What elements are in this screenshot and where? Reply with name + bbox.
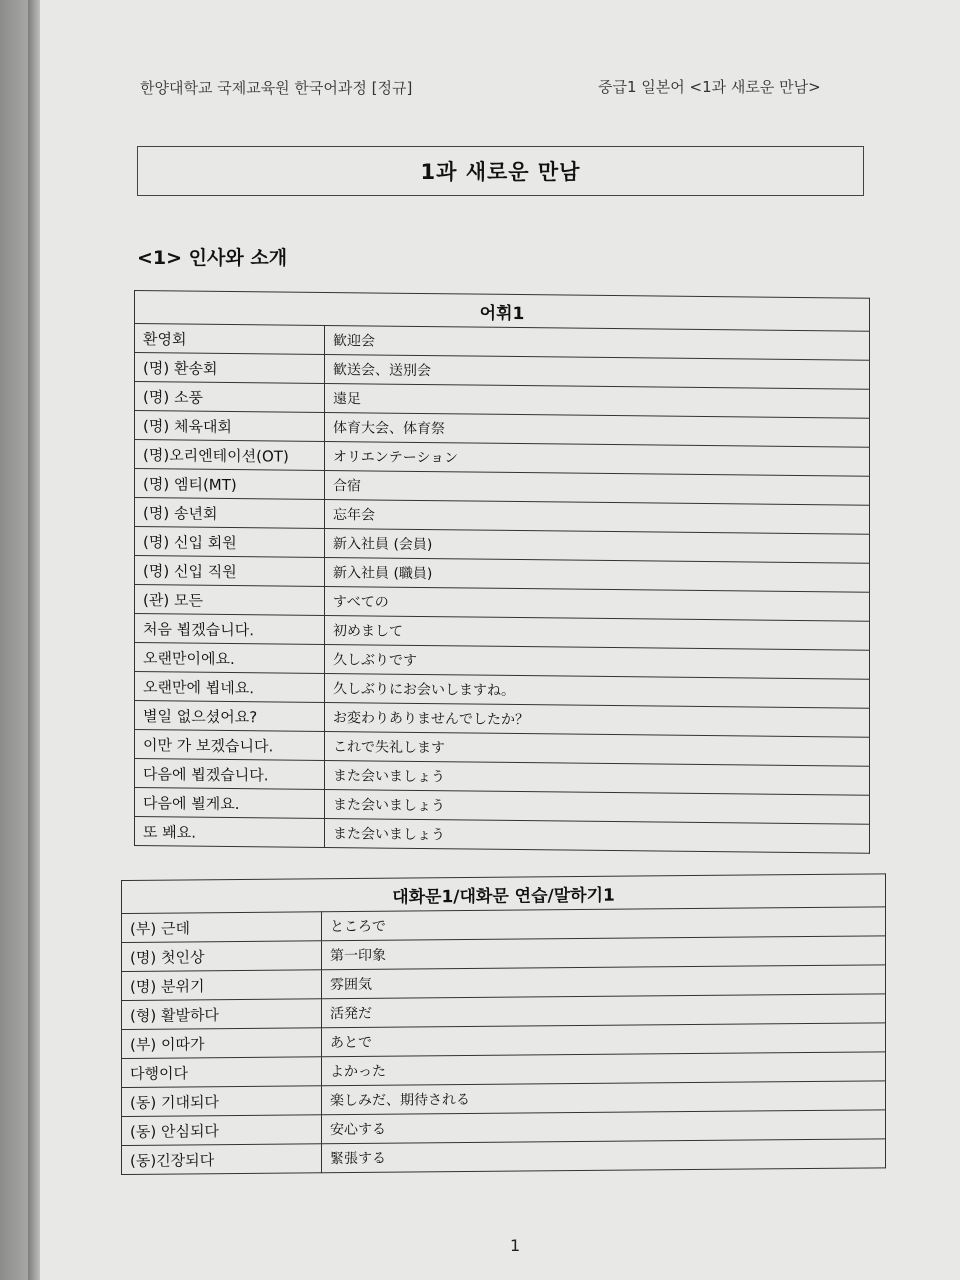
korean-term: (명) 분위기 xyxy=(122,970,322,1001)
korean-term: 처음 뵙겠습니다. xyxy=(135,614,325,645)
japanese-translation: 安心する xyxy=(322,1110,886,1144)
japanese-translation: 遠足 xyxy=(325,383,870,418)
korean-term: (동)긴장되다 xyxy=(122,1144,322,1175)
japanese-translation: 初めまして xyxy=(325,615,870,650)
korean-term: (형) 활발하다 xyxy=(122,999,322,1030)
korean-term: (동) 안심되다 xyxy=(122,1115,322,1146)
korean-term: (명) 소풍 xyxy=(135,382,325,413)
japanese-translation: また会いましょう xyxy=(325,818,870,853)
japanese-translation: 新入社員 (職員) xyxy=(325,557,870,592)
japanese-translation: 合宿 xyxy=(325,470,870,505)
header-course: 중급1 일본어 <1과 새로운 만남> xyxy=(598,78,821,96)
japanese-translation: 楽しみだ、期待される xyxy=(322,1081,886,1115)
japanese-translation: 歓送会、送別会 xyxy=(325,354,870,389)
japanese-translation: 歓迎会 xyxy=(325,325,870,360)
korean-term: (명)오리엔테이션(OT) xyxy=(135,440,325,471)
lesson-title: 1과 새로운 만남 xyxy=(137,146,864,196)
desk-background xyxy=(0,0,30,1280)
japanese-translation: すべての xyxy=(325,586,870,621)
japanese-translation: 活発だ xyxy=(322,994,886,1028)
japanese-translation: また会いましょう xyxy=(325,760,870,795)
japanese-translation: よかった xyxy=(322,1052,886,1086)
table-row xyxy=(122,1139,886,1175)
japanese-translation: 雰囲気 xyxy=(322,965,886,999)
japanese-translation: 体育大会、体育祭 xyxy=(325,412,870,447)
japanese-translation: また会いましょう xyxy=(325,789,870,824)
japanese-translation: オリエンテーション xyxy=(325,441,870,476)
korean-term: 다행이다 xyxy=(122,1057,322,1088)
japanese-translation: ところで xyxy=(322,907,886,941)
korean-term: 오랜만이에요. xyxy=(135,643,325,674)
korean-term: (명) 체육대회 xyxy=(135,411,325,442)
korean-term: 다음에 뵐게요. xyxy=(135,788,325,819)
japanese-translation: あとで xyxy=(322,1023,886,1057)
korean-term: (명) 신입 직원 xyxy=(135,556,325,587)
table-heading: 어휘1 xyxy=(135,291,870,332)
korean-term: (동) 기대되다 xyxy=(122,1086,322,1117)
korean-term: (명) 신입 회원 xyxy=(135,527,325,558)
korean-term: (명) 송년회 xyxy=(135,498,325,529)
korean-term: 다음에 뵙겠습니다. xyxy=(135,759,325,790)
japanese-translation: 新入社員 (会員) xyxy=(325,528,870,563)
vocabulary-table-1 xyxy=(134,290,870,854)
korean-term: 오랜만에 뵙네요. xyxy=(135,672,325,703)
vocabulary-table-2 xyxy=(121,873,886,1175)
korean-term: 별일 없으셨어요? xyxy=(135,701,325,732)
japanese-translation: お変わりありませんでしたか？ xyxy=(325,702,870,737)
japanese-translation: これで失礼します xyxy=(325,731,870,766)
korean-term: (명) 첫인상 xyxy=(122,941,322,972)
table-heading: 대화문1/대화문 연습/말하기1 xyxy=(122,874,886,914)
korean-term: (관) 모든 xyxy=(135,585,325,616)
korean-term: 또 봬요. xyxy=(135,817,325,848)
korean-term: 환영회 xyxy=(135,324,325,355)
korean-term: (명) 엠티(MT) xyxy=(135,469,325,500)
korean-term: (명) 환송회 xyxy=(135,353,325,384)
japanese-translation: 久しぶりです xyxy=(325,644,870,679)
japanese-translation: 久しぶりにお会いしますね。 xyxy=(325,673,870,708)
section-title: <1> 인사와 소개 xyxy=(137,247,288,269)
japanese-translation: 第一印象 xyxy=(322,936,886,970)
korean-term: 이만 가 보겠습니다. xyxy=(135,730,325,761)
header-institution: 한양대학교 국제교육원 한국어과정 [정규] xyxy=(140,79,413,97)
korean-term: (부) 이따가 xyxy=(122,1028,322,1059)
japanese-translation: 緊張する xyxy=(322,1139,886,1173)
korean-term: (부) 근데 xyxy=(122,912,322,943)
japanese-translation: 忘年会 xyxy=(325,499,870,534)
page-number: 1 xyxy=(510,1236,521,1255)
